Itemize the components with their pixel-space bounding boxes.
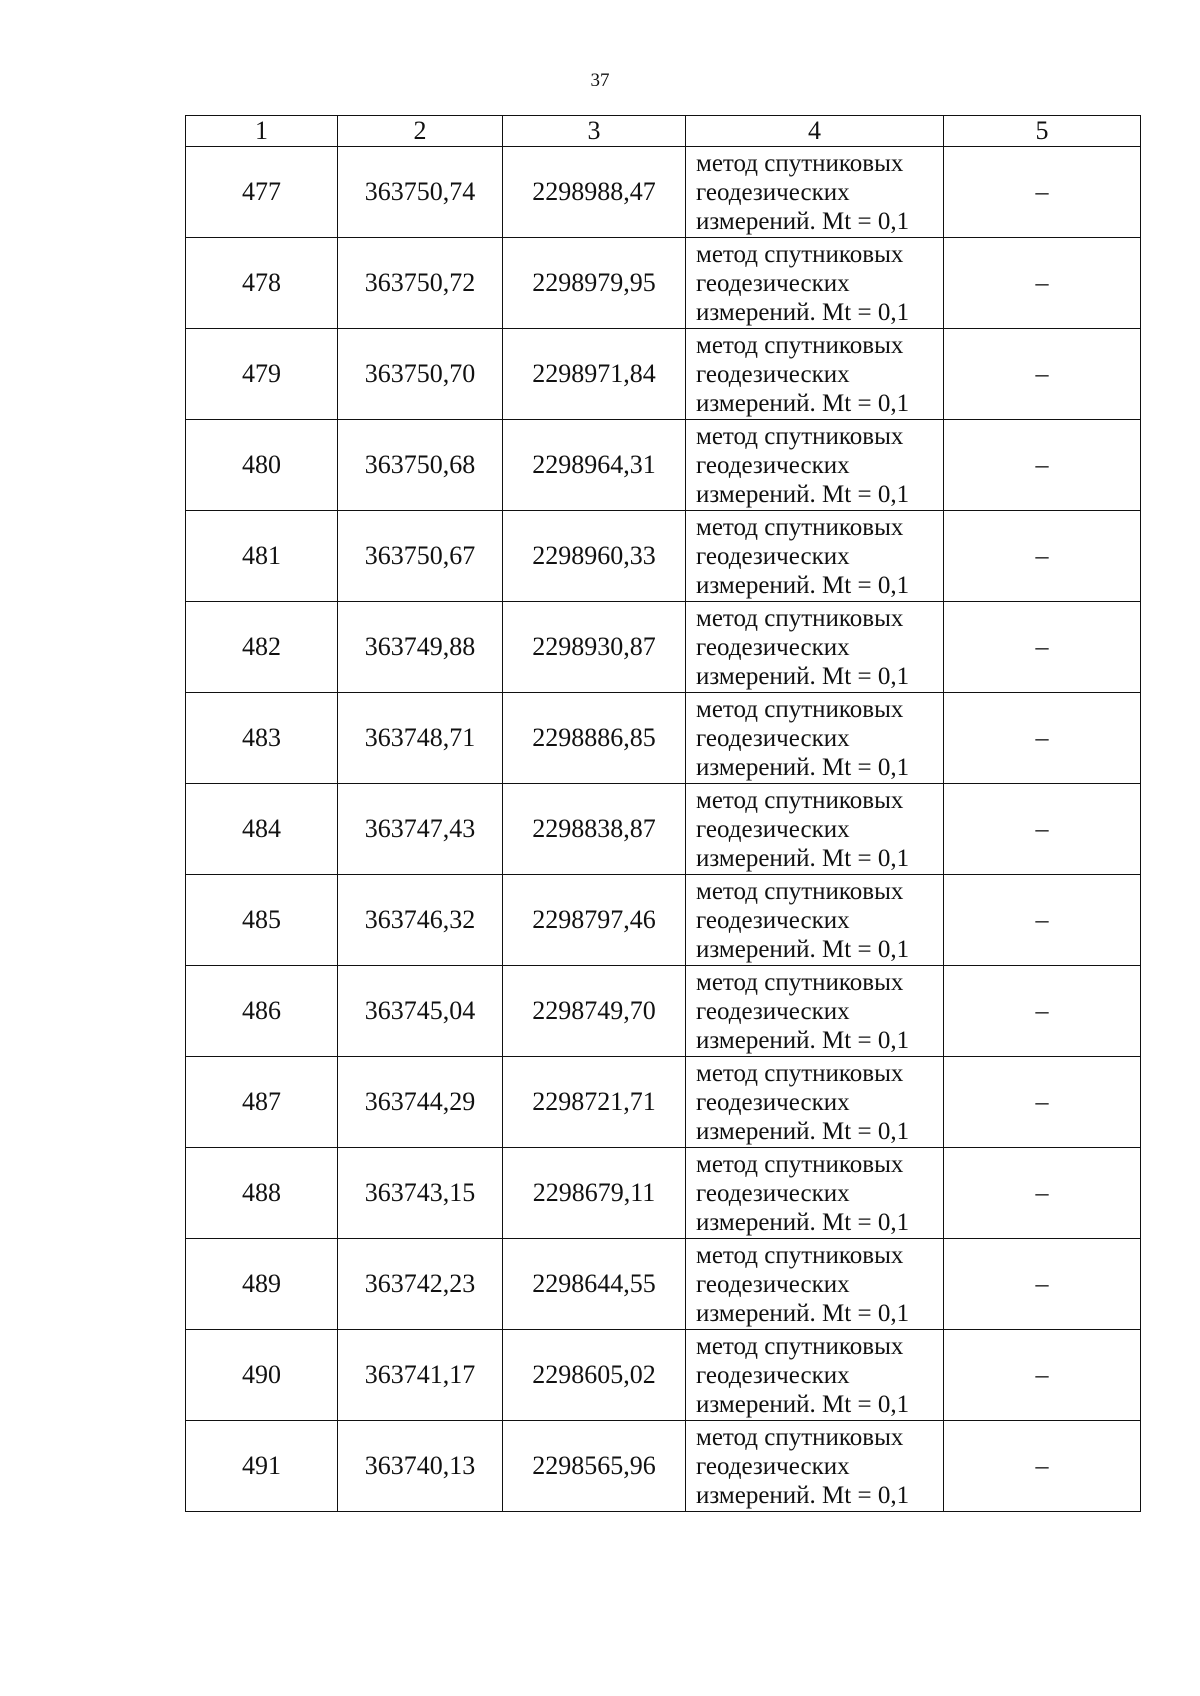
col5-value: – (944, 1148, 1141, 1239)
header-col-5: 5 (944, 116, 1141, 147)
method-line: геодезических (696, 269, 850, 297)
col5-value: – (944, 329, 1141, 420)
method-line: измерений. Mt = 0,1 (696, 662, 910, 690)
coord-y: 2298797,46 (503, 875, 686, 966)
table-row (186, 602, 1141, 693)
point-number: 490 (186, 1330, 338, 1421)
method-cell (686, 693, 944, 784)
coord-y: 2298679,11 (503, 1148, 686, 1239)
coord-y: 2298960,33 (503, 511, 686, 602)
header-col-4: 4 (686, 116, 944, 147)
point-number: 489 (186, 1239, 338, 1330)
col5-value: – (944, 875, 1141, 966)
method-line: метод спутниковых (696, 604, 904, 632)
table-header-row (186, 116, 1141, 147)
coord-x: 363749,88 (338, 602, 503, 693)
point-number: 477 (186, 147, 338, 238)
coord-y: 2298605,02 (503, 1330, 686, 1421)
method-line: геодезических (696, 633, 850, 661)
method-cell (686, 875, 944, 966)
method-cell (686, 147, 944, 238)
method-line: измерений. Mt = 0,1 (696, 298, 910, 326)
coord-x: 363750,67 (338, 511, 503, 602)
method-line: измерений. Mt = 0,1 (696, 571, 910, 599)
coord-y: 2298964,31 (503, 420, 686, 511)
method-line: метод спутниковых (696, 513, 904, 541)
point-number: 479 (186, 329, 338, 420)
coord-x: 363742,23 (338, 1239, 503, 1330)
coord-x: 363750,74 (338, 147, 503, 238)
method-cell (686, 420, 944, 511)
col5-value: – (944, 511, 1141, 602)
point-number: 485 (186, 875, 338, 966)
point-number: 481 (186, 511, 338, 602)
coord-x: 363750,72 (338, 238, 503, 329)
coord-x: 363740,13 (338, 1421, 503, 1512)
table-row (186, 1148, 1141, 1239)
coord-x: 363741,17 (338, 1330, 503, 1421)
method-line: геодезических (696, 542, 850, 570)
method-line: измерений. Mt = 0,1 (696, 753, 910, 781)
method-line: геодезических (696, 724, 850, 752)
col5-value: – (944, 147, 1141, 238)
table-row (186, 238, 1141, 329)
coord-y: 2298930,87 (503, 602, 686, 693)
col5-value: – (944, 966, 1141, 1057)
table-row (186, 147, 1141, 238)
col5-value: – (944, 420, 1141, 511)
coord-x: 363747,43 (338, 784, 503, 875)
coord-y: 2298565,96 (503, 1421, 686, 1512)
point-number: 480 (186, 420, 338, 511)
point-number: 482 (186, 602, 338, 693)
point-number: 483 (186, 693, 338, 784)
method-line: измерений. Mt = 0,1 (696, 935, 910, 963)
coord-y: 2298749,70 (503, 966, 686, 1057)
col5-value: – (944, 1421, 1141, 1512)
method-line: метод спутниковых (696, 1241, 904, 1269)
coord-y: 2298979,95 (503, 238, 686, 329)
coord-x: 363750,68 (338, 420, 503, 511)
method-line: геодезических (696, 1270, 850, 1298)
method-line: измерений. Mt = 0,1 (696, 844, 910, 872)
method-cell (686, 238, 944, 329)
table-row (186, 693, 1141, 784)
coord-y: 2298971,84 (503, 329, 686, 420)
method-line: геодезических (696, 815, 850, 843)
method-cell (686, 602, 944, 693)
method-line: метод спутниковых (696, 331, 904, 359)
method-line: измерений. Mt = 0,1 (696, 389, 910, 417)
coord-y: 2298988,47 (503, 147, 686, 238)
method-line: метод спутниковых (696, 1059, 904, 1087)
header-col-3: 3 (503, 116, 686, 147)
method-cell (686, 1057, 944, 1148)
method-cell (686, 1239, 944, 1330)
coord-x: 363746,32 (338, 875, 503, 966)
coordinates-table-container (185, 115, 1140, 1512)
method-line: метод спутниковых (696, 968, 904, 996)
table-row (186, 1239, 1141, 1330)
method-line: метод спутниковых (696, 1423, 904, 1451)
point-number: 478 (186, 238, 338, 329)
page-number: 37 (590, 70, 610, 91)
point-number: 491 (186, 1421, 338, 1512)
col5-value: – (944, 238, 1141, 329)
col5-value: – (944, 693, 1141, 784)
method-line: геодезических (696, 360, 850, 388)
point-number: 487 (186, 1057, 338, 1148)
method-line: измерений. Mt = 0,1 (696, 1390, 910, 1418)
col5-value: – (944, 1330, 1141, 1421)
coord-y: 2298644,55 (503, 1239, 686, 1330)
table-row (186, 1330, 1141, 1421)
header-col-2: 2 (338, 116, 503, 147)
coord-x: 363745,04 (338, 966, 503, 1057)
method-line: геодезических (696, 997, 850, 1025)
method-line: геодезических (696, 451, 850, 479)
table-row (186, 1057, 1141, 1148)
method-cell (686, 966, 944, 1057)
method-line: геодезических (696, 1179, 850, 1207)
table-body (186, 147, 1141, 1512)
method-line: геодезических (696, 1088, 850, 1116)
method-cell (686, 784, 944, 875)
table-row (186, 966, 1141, 1057)
table-row (186, 511, 1141, 602)
coord-x: 363744,29 (338, 1057, 503, 1148)
method-line: метод спутниковых (696, 149, 904, 177)
method-line: метод спутниковых (696, 877, 904, 905)
coord-y: 2298886,85 (503, 693, 686, 784)
table-row (186, 420, 1141, 511)
coord-x: 363748,71 (338, 693, 503, 784)
method-cell (686, 1421, 944, 1512)
method-cell (686, 1148, 944, 1239)
point-number: 484 (186, 784, 338, 875)
method-line: метод спутниковых (696, 1332, 904, 1360)
coordinates-table (185, 115, 1141, 1512)
method-line: метод спутниковых (696, 240, 904, 268)
method-cell (686, 511, 944, 602)
method-line: измерений. Mt = 0,1 (696, 1208, 910, 1236)
col5-value: – (944, 1057, 1141, 1148)
coord-y: 2298721,71 (503, 1057, 686, 1148)
method-cell (686, 329, 944, 420)
method-line: метод спутниковых (696, 786, 904, 814)
point-number: 488 (186, 1148, 338, 1239)
point-number: 486 (186, 966, 338, 1057)
method-line: измерений. Mt = 0,1 (696, 1026, 910, 1054)
method-line: геодезических (696, 1361, 850, 1389)
method-line: измерений. Mt = 0,1 (696, 1299, 910, 1327)
method-line: метод спутниковых (696, 422, 904, 450)
col5-value: – (944, 784, 1141, 875)
method-line: измерений. Mt = 0,1 (696, 207, 910, 235)
coord-y: 2298838,87 (503, 784, 686, 875)
table-row (186, 875, 1141, 966)
method-line: метод спутниковых (696, 695, 904, 723)
method-line: геодезических (696, 906, 850, 934)
method-line: измерений. Mt = 0,1 (696, 1481, 910, 1509)
coord-x: 363750,70 (338, 329, 503, 420)
table-row (186, 784, 1141, 875)
table-row (186, 1421, 1141, 1512)
header-col-1: 1 (186, 116, 338, 147)
table-row (186, 329, 1141, 420)
method-line: геодезических (696, 1452, 850, 1480)
method-cell (686, 1330, 944, 1421)
method-line: геодезических (696, 178, 850, 206)
method-line: метод спутниковых (696, 1150, 904, 1178)
coord-x: 363743,15 (338, 1148, 503, 1239)
method-line: измерений. Mt = 0,1 (696, 480, 910, 508)
method-line: измерений. Mt = 0,1 (696, 1117, 910, 1145)
col5-value: – (944, 602, 1141, 693)
col5-value: – (944, 1239, 1141, 1330)
